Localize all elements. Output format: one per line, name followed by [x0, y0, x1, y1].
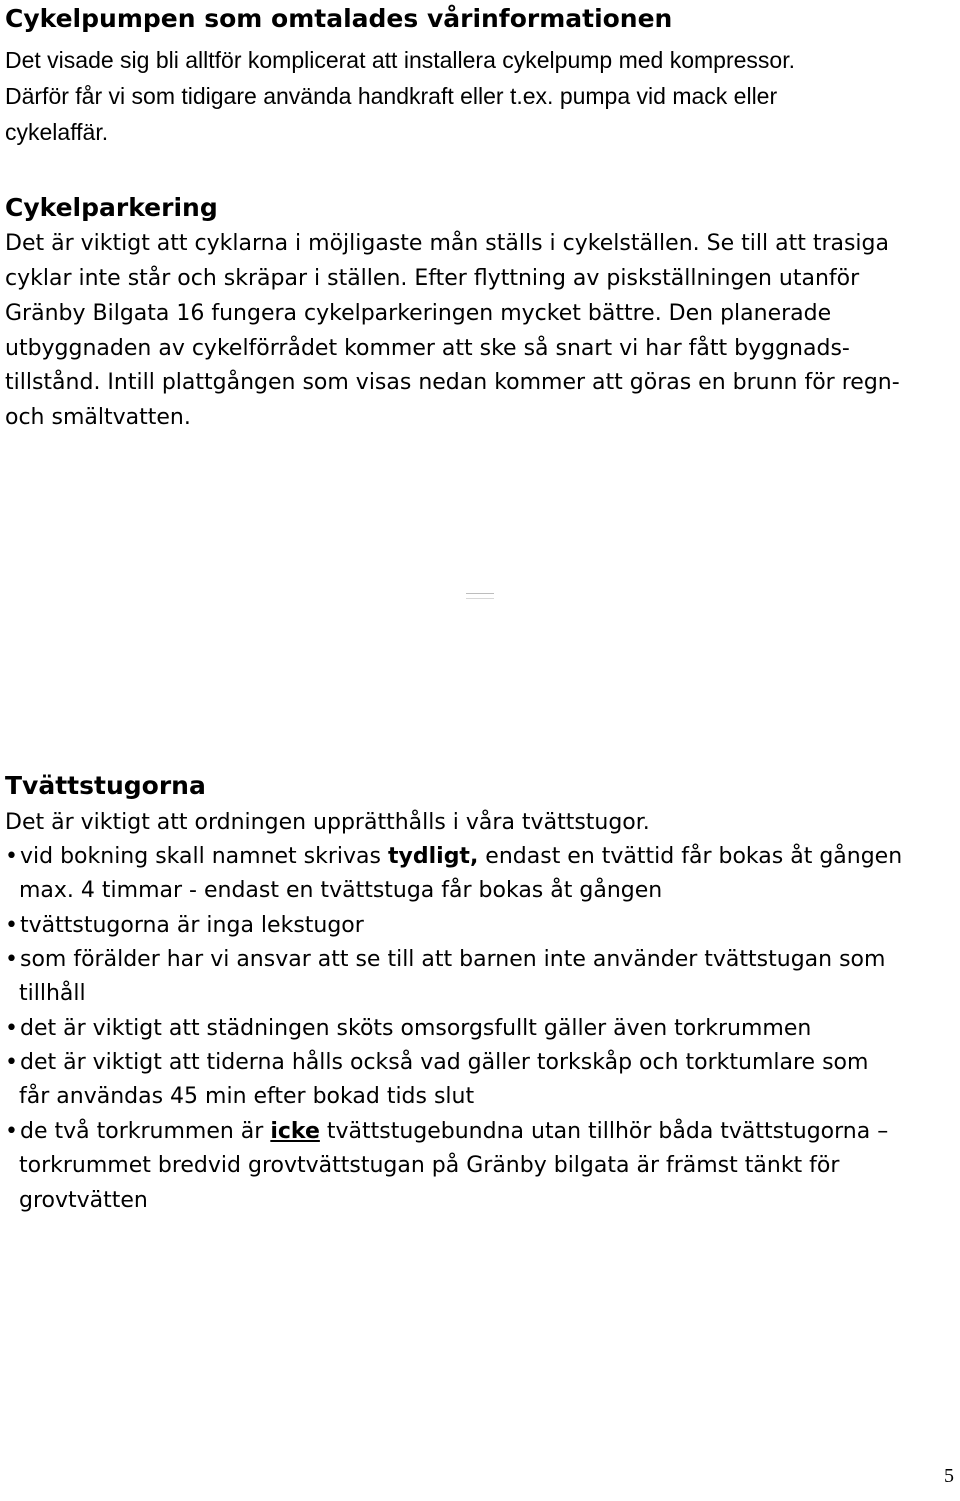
section-title-tvattstugorna: Tvättstugorna — [5, 771, 206, 800]
list-item: •vid bokning skall namnet skrivas tydligt, endast en tvättid får bokas åt gången — [5, 840, 902, 874]
section-title-cykelparkering: Cykelparkering — [5, 193, 218, 222]
paragraph-line: Det är viktigt att cyklarna i möjligaste mån ställs i cykelställen. Se till att trasiga — [5, 231, 889, 256]
bullet-icon: • — [5, 1119, 18, 1144]
list-item-continuation: får användas 45 min efter bokad tids slut — [19, 1084, 475, 1109]
paragraph-line: Det är viktigt att ordningen upprätthålls i våra tvättstugor. — [5, 810, 650, 835]
section-title-cykelpump: Cykelpumpen som omtalades vårinformationen — [5, 4, 673, 33]
bullet-icon: • — [5, 1050, 18, 1075]
paragraph-line: och smältvatten. — [5, 405, 191, 430]
list-item-continuation: torkrummet bredvid grovtvättstugan på Gränby bilgata är främst tänkt för — [19, 1153, 840, 1178]
bullet-icon: • — [5, 844, 18, 869]
paragraph-line: cykelaffär. — [5, 119, 109, 145]
paragraph-line: Därför får vi som tidigare använda handkraft eller t.ex. pumpa vid mack eller — [5, 83, 778, 109]
paragraph-line: Det visade sig bli alltför komplicerat att installera cykelpump med kompressor. — [5, 47, 795, 73]
list-item-continuation: max. 4 timmar - endast en tvättstuga får bokas åt gången — [19, 878, 663, 903]
list-item-continuation: tillhåll — [19, 981, 86, 1006]
emphasis-text: icke — [270, 1119, 320, 1144]
paragraph-line: cyklar inte står och skräpar i ställen. Efter flyttning av piskställningen utanför — [5, 266, 860, 291]
paragraph-line: utbyggnaden av cykelförrådet kommer att ske så snart vi har fått byggnads- — [5, 336, 850, 361]
paragraph-line: tillstånd. Intill plattgången som visas nedan kommer att göras en brunn för regn- — [5, 370, 900, 395]
list-item: •det är viktigt att tiderna hålls också vad gäller torkskåp och torktumlare som — [5, 1046, 868, 1080]
paragraph-line: Gränby Bilgata 16 fungera cykelparkeringen mycket bättre. Den planerade — [5, 301, 832, 326]
bullet-icon: • — [5, 913, 18, 938]
list-item: •det är viktigt att städningen sköts omsorgsfullt gäller även torkrummen — [5, 1012, 811, 1046]
page-number: 5 — [944, 1465, 954, 1487]
bullet-icon: • — [5, 1016, 18, 1041]
list-item: •tvättstugorna är inga lekstugor — [5, 909, 364, 943]
emphasis-text: tydligt, — [388, 844, 479, 869]
list-item: •de två torkrummen är icke tvättstugebundna utan tillhör båda tvättstugorna – — [5, 1115, 888, 1149]
bullet-icon: • — [5, 947, 18, 972]
image-placeholder — [466, 593, 494, 599]
list-item-continuation: grovtvätten — [19, 1188, 148, 1213]
list-item: •som förälder har vi ansvar att se till att barnen inte använder tvättstugan som — [5, 943, 885, 977]
